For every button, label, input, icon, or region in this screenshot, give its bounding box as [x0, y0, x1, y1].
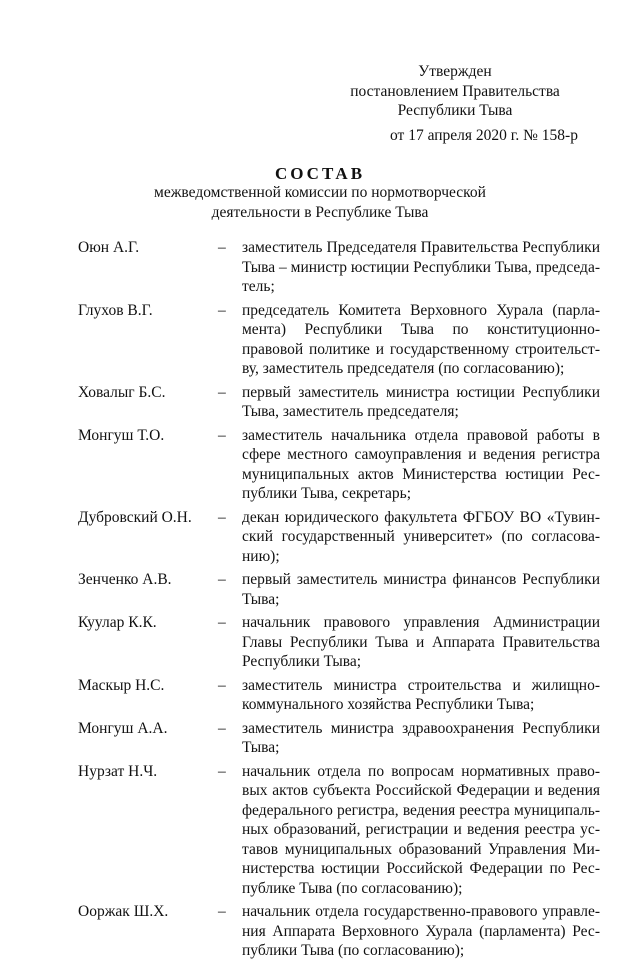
- approval-line: Утвержден: [418, 63, 492, 80]
- member-dash: –: [218, 383, 226, 401]
- member-dash: –: [218, 426, 226, 444]
- approval-line: Республики Тыва: [397, 102, 513, 119]
- member-dash: –: [218, 676, 226, 694]
- member-row: [78, 676, 600, 715]
- member-row: [78, 570, 600, 609]
- member-row: [78, 719, 600, 758]
- member-role: заместитель Председателя Правительства Республики Тыва – министр юстиции Республики Тыва, председатель;: [242, 239, 600, 295]
- member-row: [78, 301, 600, 379]
- subtitle-line: деятельности в Республике Тыва: [211, 203, 429, 221]
- member-name: Оюн А.Г.: [78, 239, 140, 256]
- member-dash: –: [218, 301, 226, 319]
- member-row: [78, 762, 600, 899]
- member-dash: –: [218, 762, 226, 780]
- member-role: председатель Комитета Верховного Хурала (парламента) Республики Тыва по конституционно-правовой политике и государственному строительству, заместитель председателя (по согласованию);: [242, 301, 600, 377]
- member-name: Монгуш А.А.: [78, 719, 168, 737]
- member-row: [78, 238, 600, 297]
- member-dash: –: [218, 719, 226, 737]
- subtitle-line: межведомственной комиссии по нормотворческой: [154, 184, 486, 201]
- member-name: Дубровский О.Н.: [78, 508, 192, 526]
- member-name: Ооржак Ш.Х.: [78, 903, 169, 920]
- member-name: Зенченко А.В.: [78, 571, 172, 588]
- member-name: Нурзат Н.Ч.: [78, 762, 158, 780]
- member-row: [78, 508, 600, 567]
- member-dash: –: [218, 903, 226, 920]
- member-row: [78, 383, 600, 422]
- member-name: Куулар К.К.: [78, 614, 157, 631]
- member-row: [78, 902, 600, 961]
- member-row: [78, 426, 600, 504]
- document-subtitle: [0, 183, 640, 222]
- member-name: Маскыр Н.С.: [78, 676, 165, 694]
- member-role: первый заместитель министра финансов Республики Тыва;: [242, 571, 600, 608]
- member-role: начальник отдела государственно-правового управления Аппарата Верховного Хурала (парламента) Республики Тыва (по согласованию);: [242, 903, 600, 959]
- member-role: заместитель начальника отдела правовой работы в сфере местного самоуправления и ведения регистра муниципальных актов Министерства юстиции Республики Тыва, секретарь;: [242, 426, 600, 502]
- member-role: первый заместитель министра юстиции Республики Тыва, заместитель председателя;: [242, 383, 600, 420]
- member-dash: –: [218, 614, 226, 631]
- member-dash: –: [218, 508, 226, 526]
- member-dash: –: [218, 571, 226, 588]
- member-row: [78, 613, 600, 672]
- member-role: начальник отдела по вопросам нормативных правовых актов субъекта Российской Федерации и ведения федерального регистра, ведения реестра муниципальных образований, регистрации и ведения реестра уставов муниципальных образований Управления Министерства юстиции Российской Федерации по Республике Тыва (по согласованию);: [242, 762, 600, 897]
- member-name: Монгуш Т.О.: [78, 426, 165, 444]
- member-dash: –: [218, 239, 226, 256]
- document-title: СОСТАВ: [274, 164, 366, 183]
- member-name: Глухов В.Г.: [78, 301, 153, 319]
- member-role: начальник правового управления Администрации Главы Республики Тыва и Аппарата Правительства Республики Тыва;: [242, 614, 600, 670]
- members-list: [78, 238, 600, 965]
- member-role: заместитель министра здравоохранения Республики Тыва;: [242, 719, 600, 756]
- member-role: заместитель министра строительства и жилищно-коммунального хозяйства Республики Тыва;: [242, 676, 600, 713]
- member-name: Ховалыг Б.С.: [78, 383, 166, 401]
- member-role: декан юридического факультета ФГБОУ ВО «Тувинский государственный университет» (по согласованию);: [242, 508, 600, 565]
- approval-stamp: [320, 62, 590, 121]
- approval-date: от 17 апреля 2020 г. № 158-р: [390, 127, 578, 144]
- approval-line: постановлением Правительства: [350, 82, 560, 100]
